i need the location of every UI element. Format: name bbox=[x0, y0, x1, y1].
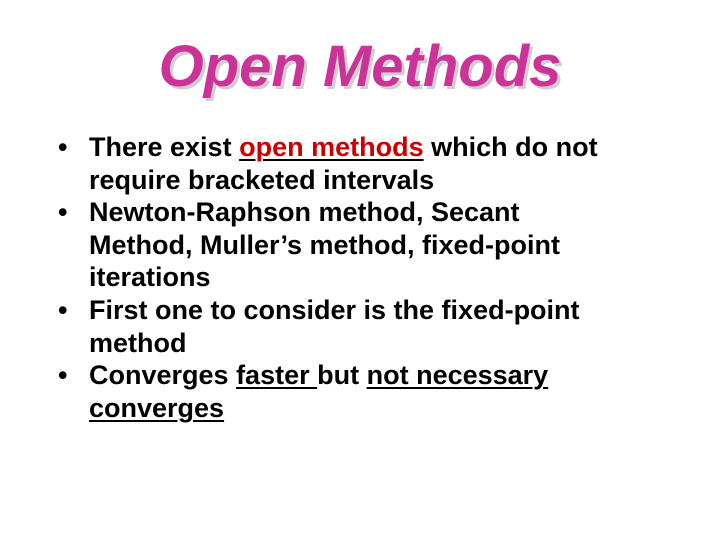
bullet-text: but bbox=[317, 360, 367, 391]
bullet-marker: • bbox=[58, 132, 68, 162]
bullet-item-converges bbox=[58, 359, 708, 424]
underlined-term: faster bbox=[236, 360, 318, 391]
bullet-marker: • bbox=[58, 294, 68, 325]
bullet-marker: • bbox=[58, 360, 68, 391]
bullet-line: Method, Muller’s method, fixed-point bbox=[89, 229, 560, 260]
bullet-item-method-list bbox=[58, 196, 708, 294]
bullet-line: Newton-Raphson method, Secant bbox=[89, 197, 520, 228]
bullet-text: There exist bbox=[89, 132, 240, 162]
bullet-line: require bracketed intervals bbox=[89, 164, 435, 195]
underlined-term: converges bbox=[89, 392, 225, 423]
underlined-term: not necessary bbox=[366, 360, 549, 391]
bullet-item-open-methods bbox=[58, 131, 708, 196]
bullet-line: First one to consider is the fixed-point bbox=[89, 294, 580, 325]
bullet-text: Converges bbox=[89, 360, 237, 391]
bullet-line bbox=[89, 360, 548, 390]
bullet-item-fixed-point bbox=[58, 294, 708, 359]
slide-title: Open Methods bbox=[158, 34, 562, 99]
bullet-line: method bbox=[89, 327, 187, 358]
bullet-line: iterations bbox=[89, 262, 211, 293]
bullet-line bbox=[89, 132, 598, 162]
bullet-marker: • bbox=[58, 197, 68, 228]
highlighted-term: open methods bbox=[239, 132, 424, 162]
bullet-text: which do not bbox=[423, 132, 598, 162]
bullet-list bbox=[58, 131, 708, 424]
